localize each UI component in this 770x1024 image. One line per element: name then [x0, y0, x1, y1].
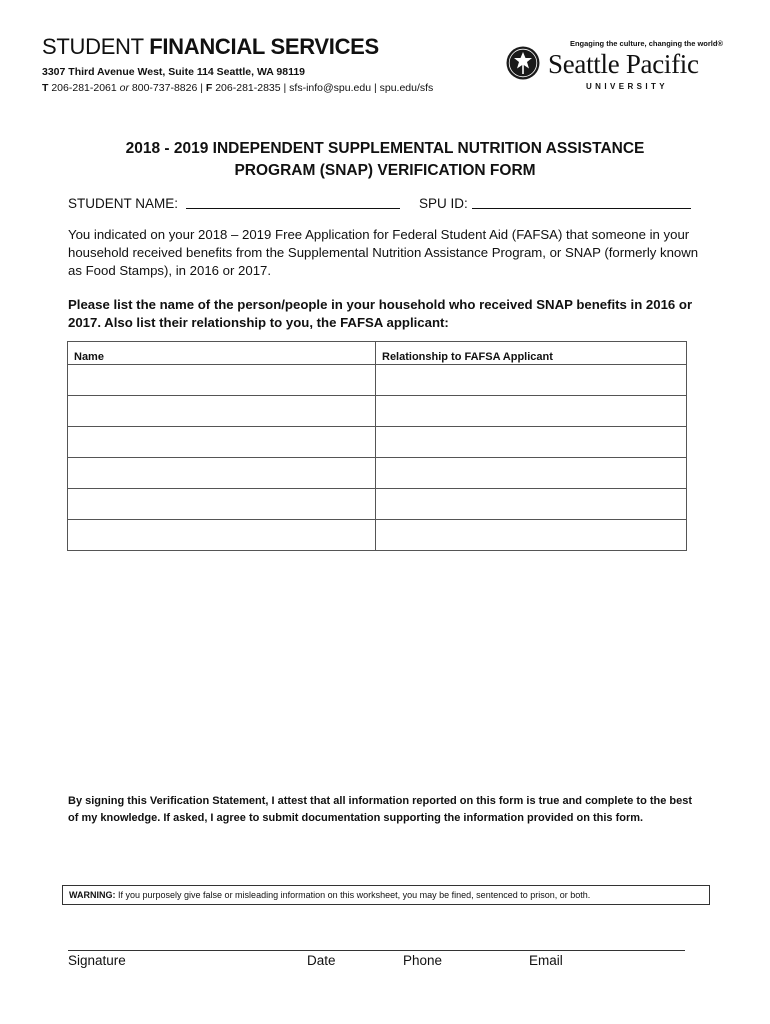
- instruction-paragraph: Please list the name of the person/people in your household who received SNAP benefits in 2016 or 2017. Also list their relationship to you, the FAFSA applicant:: [68, 297, 693, 330]
- table-header-row: [68, 342, 687, 365]
- fax-and-web: 206-281-2835 | sfs-info@spu.edu | spu.edu/sfs: [215, 82, 434, 94]
- student-name-label: STUDENT NAME:: [68, 196, 179, 211]
- relationship-cell[interactable]: [376, 365, 687, 396]
- relationship-cell[interactable]: [376, 396, 687, 427]
- contact-line: [42, 82, 433, 94]
- name-cell[interactable]: [68, 365, 376, 396]
- fax-prefix: F: [205, 82, 216, 94]
- department-title: [42, 34, 379, 60]
- column-header-relationship: Relationship to FAFSA Applicant: [376, 342, 687, 365]
- table-row: [68, 520, 687, 551]
- form-title: [60, 138, 710, 182]
- name-cell[interactable]: [68, 520, 376, 551]
- office-address: 3307 Third Avenue West, Suite 114 Seattle, WA 98119: [42, 66, 306, 78]
- table-row: [68, 365, 687, 396]
- warning-box: [62, 885, 710, 905]
- name-cell[interactable]: [68, 427, 376, 458]
- attestation-statement: By signing this Verification Statement, I attest that all information reported on this form is true and complete to the best of my knowledge. If asked, I agree to submit documentation supporting the information provided on this form.: [68, 795, 693, 824]
- department-title-light: STUDENT: [42, 34, 150, 59]
- name-cell[interactable]: [68, 458, 376, 489]
- date-label: Date: [307, 953, 336, 968]
- spu-id-field[interactable]: [472, 207, 691, 209]
- name-cell[interactable]: [68, 396, 376, 427]
- relationship-cell[interactable]: [376, 458, 687, 489]
- signature-label: Signature: [68, 953, 126, 968]
- relationship-cell[interactable]: [376, 489, 687, 520]
- email-label: Email: [529, 953, 563, 968]
- warning-text: If you purposely give false or misleading information on this worksheet, you may be fined, sentenced to prison, or both.: [115, 890, 591, 900]
- relationship-cell[interactable]: [376, 427, 687, 458]
- phone-number: 206-281-2061: [51, 82, 120, 94]
- table-row: [68, 427, 687, 458]
- spu-id-label: SPU ID:: [419, 196, 468, 211]
- university-tagline: Engaging the culture, changing the world®: [569, 39, 723, 48]
- university-name: Seattle Pacific: [548, 49, 699, 79]
- table-row: [68, 458, 687, 489]
- signature-line[interactable]: [68, 950, 685, 951]
- column-header-name: Name: [68, 342, 376, 365]
- university-subname: UNIVERSITY: [586, 82, 669, 91]
- student-name-field[interactable]: [186, 207, 400, 209]
- phone-label: Phone: [403, 953, 443, 968]
- department-title-bold: FINANCIAL SERVICES: [149, 34, 379, 59]
- form-title-line-2: PROGRAM (SNAP) VERIFICATION FORM: [234, 162, 536, 179]
- university-seal-icon: [506, 46, 540, 80]
- table-row: [68, 396, 687, 427]
- phone-prefix: T: [42, 82, 52, 94]
- snap-recipients-table: [67, 341, 687, 551]
- phone-alt: 800-737-8826 |: [129, 82, 206, 94]
- or-word: or: [119, 82, 129, 94]
- relationship-cell[interactable]: [376, 520, 687, 551]
- warning-label: WARNING:: [69, 890, 116, 900]
- table-row: [68, 489, 687, 520]
- intro-paragraph: You indicated on your 2018 – 2019 Free Application for Federal Student Aid (FAFSA) that someone in your household received benefits from the Supplemental Nutrition Assistance Program, or SNAP (formerly known as Food Stamps), in 2016 or 2017.: [68, 227, 699, 278]
- name-cell[interactable]: [68, 489, 376, 520]
- form-title-line-1: 2018 - 2019 INDEPENDENT SUPPLEMENTAL NUTRITION ASSISTANCE: [125, 140, 645, 157]
